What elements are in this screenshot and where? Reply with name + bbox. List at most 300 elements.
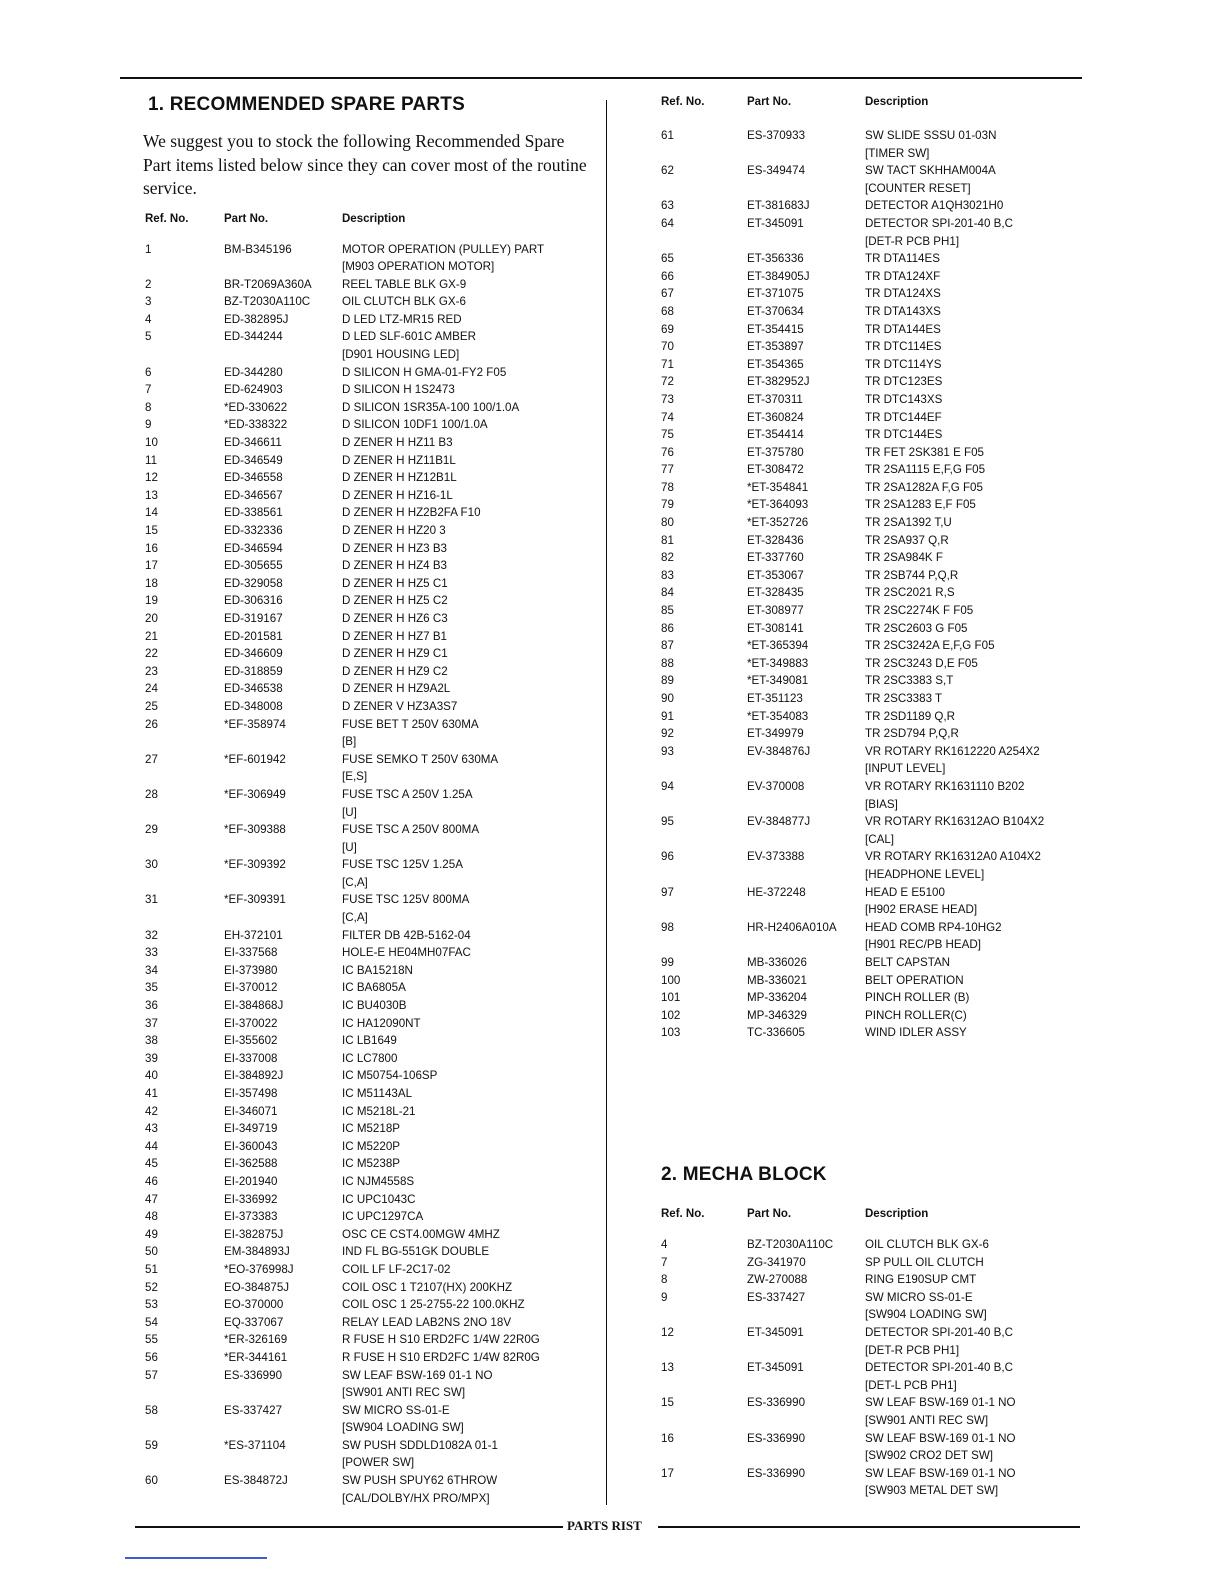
description-note: [SW901 ANTI REC SW] bbox=[342, 1386, 466, 1400]
part-no: ED-382895J bbox=[224, 312, 289, 326]
description: VR ROTARY RK1612220 A254X2 bbox=[865, 744, 1040, 758]
table-row bbox=[661, 162, 1081, 197]
table-row bbox=[661, 285, 1081, 303]
description: TR DTC143XS bbox=[865, 392, 943, 406]
part-no: *ET-349883 bbox=[747, 656, 809, 670]
ref-no: 12 bbox=[145, 471, 158, 485]
table-row bbox=[140, 399, 602, 417]
description-note: [DET-R PCB PH1] bbox=[865, 234, 960, 248]
description: BELT CAPSTAN bbox=[865, 955, 951, 969]
section-title-recommended: 1. RECOMMENDED SPARE PARTS bbox=[148, 94, 465, 115]
table-row bbox=[661, 268, 1081, 286]
header-desc: Description bbox=[342, 212, 406, 225]
part-no: EI-384868J bbox=[224, 999, 284, 1013]
ref-no: 21 bbox=[145, 629, 158, 643]
part-no: ET-308472 bbox=[747, 463, 804, 477]
description: TR 2SD1189 Q,R bbox=[865, 709, 955, 723]
ref-no: 86 bbox=[661, 621, 674, 635]
table-row bbox=[661, 708, 1081, 726]
description: TR DTC123ES bbox=[865, 375, 943, 389]
ref-no: 16 bbox=[661, 1431, 674, 1445]
description-note: [SW904 LOADING SW] bbox=[342, 1421, 464, 1435]
description: SW TACT SKHHAM004A bbox=[865, 164, 996, 178]
part-no: *ED-338322 bbox=[224, 418, 288, 432]
description: SW MICRO SS-01-E bbox=[342, 1403, 450, 1417]
description: TR DTC144ES bbox=[865, 428, 943, 442]
table-row bbox=[661, 672, 1081, 690]
ref-no: 11 bbox=[145, 453, 158, 467]
table-row bbox=[661, 1394, 1081, 1429]
ref-no: 50 bbox=[145, 1245, 158, 1259]
description: IC M51143AL bbox=[342, 1087, 413, 1100]
table-row bbox=[661, 584, 1081, 602]
part-no: ET-375780 bbox=[747, 445, 804, 459]
part-no: ET-356336 bbox=[747, 252, 804, 266]
part-no: EI-384892J bbox=[224, 1069, 284, 1083]
ref-no: 9 bbox=[145, 418, 152, 432]
ref-no: 13 bbox=[145, 488, 158, 502]
part-no: EI-346071 bbox=[224, 1104, 278, 1118]
description: D ZENER H HZ3 B3 bbox=[342, 541, 448, 555]
description: TR DTA144ES bbox=[865, 322, 941, 336]
description-note: [C,A] bbox=[342, 911, 368, 925]
part-no: *ET-354083 bbox=[747, 709, 809, 723]
description: FUSE SEMKO T 250V 630MA bbox=[342, 752, 499, 766]
part-no: EV-373388 bbox=[747, 850, 805, 864]
description-note: [INPUT LEVEL] bbox=[865, 762, 946, 776]
table-row bbox=[661, 655, 1081, 673]
ref-no: 97 bbox=[661, 885, 674, 899]
table-row bbox=[140, 1349, 602, 1367]
description: SW LEAF BSW-169 01-1 NO bbox=[865, 1466, 1016, 1480]
description-note: [SW903 METAL DET SW] bbox=[865, 1484, 999, 1498]
description: D ZENER H HZ7 B1 bbox=[342, 629, 448, 643]
description-note: [POWER SW] bbox=[342, 1456, 415, 1470]
ref-no: 27 bbox=[145, 752, 158, 766]
description: D ZENER V HZ3A3S7 bbox=[342, 699, 458, 713]
description: HOLE-E HE04MH07FAC bbox=[342, 946, 471, 960]
ref-no: 55 bbox=[145, 1333, 158, 1347]
ref-no: 16 bbox=[145, 541, 158, 555]
description: BELT OPERATION bbox=[865, 973, 964, 987]
ref-no: 57 bbox=[145, 1368, 158, 1382]
description: D ZENER H HZ11B1L bbox=[342, 453, 456, 467]
part-no: ET-381683J bbox=[747, 199, 810, 213]
ref-no: 89 bbox=[661, 674, 674, 688]
ref-no: 72 bbox=[661, 375, 674, 389]
part-no: ET-382952J bbox=[747, 375, 810, 389]
ref-no: 9 bbox=[661, 1290, 668, 1304]
ref-no: 81 bbox=[661, 533, 674, 547]
description: REEL TABLE BLK GX-9 bbox=[342, 277, 467, 291]
description: TR 2SA1283 E,F F05 bbox=[865, 498, 976, 512]
description: TR 2SC3243 D,E F05 bbox=[865, 656, 978, 670]
part-no: *EF-309392 bbox=[224, 858, 286, 872]
description-note: [BIAS] bbox=[865, 797, 898, 811]
ref-no: 8 bbox=[145, 400, 152, 414]
ref-no: 43 bbox=[145, 1122, 158, 1136]
description: FUSE TSC 125V 800MA bbox=[342, 893, 470, 907]
description: FUSE TSC A 250V 1.25A bbox=[342, 787, 473, 801]
part-no: ZG-341970 bbox=[747, 1255, 806, 1269]
part-no: ED-344280 bbox=[224, 365, 283, 379]
description: IC M50754-106SP bbox=[342, 1069, 438, 1083]
table-row bbox=[140, 891, 602, 926]
description: RING E190SUP CMT bbox=[865, 1273, 977, 1287]
column-divider bbox=[606, 100, 607, 1505]
table-row bbox=[140, 416, 602, 434]
table-row bbox=[661, 479, 1081, 497]
part-no: EV-384876J bbox=[747, 744, 811, 758]
table-row bbox=[140, 716, 602, 751]
part-no: ET-349979 bbox=[747, 727, 804, 741]
part-no: ET-354415 bbox=[747, 322, 804, 336]
description: VR ROTARY RK16312A0 A104X2 bbox=[865, 850, 1041, 864]
description: TR 2SA984K F bbox=[865, 551, 943, 565]
description: FUSE TSC 125V 1.25A bbox=[342, 858, 463, 872]
description: TR 2SA937 Q,R bbox=[865, 533, 949, 547]
part-no: ET-345091 bbox=[747, 1325, 804, 1339]
description-note: [H902 ERASE HEAD] bbox=[865, 903, 978, 917]
description: IC NJM4558S bbox=[342, 1174, 415, 1188]
ref-no: 67 bbox=[661, 287, 674, 301]
ref-no: 7 bbox=[145, 383, 152, 397]
description: D LED LTZ-MR15 RED bbox=[342, 312, 462, 326]
part-no: BR-T2069A360A bbox=[224, 277, 312, 291]
ref-no: 53 bbox=[145, 1298, 158, 1312]
ref-no: 38 bbox=[145, 1034, 158, 1048]
part-no: ED-346567 bbox=[224, 488, 283, 502]
part-no: *EF-358974 bbox=[224, 717, 286, 731]
description-note: [DET-L PCB PH1] bbox=[865, 1378, 957, 1392]
ref-no: 77 bbox=[661, 463, 674, 477]
page-footer bbox=[135, 1518, 1080, 1536]
description: R FUSE H S10 ERD2FC 1/4W 82R0G bbox=[342, 1350, 540, 1364]
ref-no: 100 bbox=[661, 973, 681, 987]
description: SW PUSH SPUY62 6THROW bbox=[342, 1474, 498, 1488]
description: FILTER DB 42B-5162-04 bbox=[342, 928, 471, 942]
part-no: *EF-601942 bbox=[224, 752, 286, 766]
description: HEAD E E5100 bbox=[865, 885, 945, 899]
part-no: EQ-337067 bbox=[224, 1315, 284, 1329]
ref-no: 3 bbox=[145, 295, 152, 309]
ref-no: 83 bbox=[661, 568, 674, 582]
part-no: ZW-270088 bbox=[747, 1273, 808, 1287]
table-row bbox=[661, 1271, 1081, 1289]
table-row bbox=[140, 1402, 602, 1437]
table-row bbox=[661, 444, 1081, 462]
ref-no: 96 bbox=[661, 850, 674, 864]
ref-no: 84 bbox=[661, 586, 674, 600]
part-no: ED-346611 bbox=[224, 436, 282, 450]
ref-no: 56 bbox=[145, 1350, 158, 1364]
description: TR DTA114ES bbox=[865, 252, 940, 266]
table-row bbox=[140, 1437, 602, 1472]
ref-no: 95 bbox=[661, 815, 674, 829]
part-no: *ET-352726 bbox=[747, 516, 809, 530]
description: IC M5220P bbox=[342, 1139, 400, 1153]
description: VR ROTARY RK1631110 B202 bbox=[865, 779, 1025, 793]
description: DETECTOR A1QH3021H0 bbox=[865, 199, 1004, 213]
description: SW LEAF BSW-169 01-1 NO bbox=[865, 1396, 1016, 1410]
part-no: ED-329058 bbox=[224, 576, 283, 590]
table-row bbox=[140, 1191, 602, 1209]
ref-no: 17 bbox=[661, 1466, 674, 1480]
table-header bbox=[661, 96, 1081, 116]
ref-no: 33 bbox=[145, 946, 158, 960]
part-no: HR-H2406A010A bbox=[747, 920, 837, 934]
parts-table-continued bbox=[661, 127, 1081, 1042]
ref-no: 12 bbox=[661, 1325, 674, 1339]
ref-no: 60 bbox=[145, 1474, 158, 1488]
ref-no: 102 bbox=[661, 1008, 681, 1022]
part-no: BZ-T2030A110C bbox=[224, 295, 311, 309]
ref-no: 28 bbox=[145, 787, 158, 801]
ref-no: 78 bbox=[661, 480, 674, 494]
right-column bbox=[661, 96, 1081, 1498]
ref-no: 20 bbox=[145, 611, 158, 625]
table-row bbox=[140, 927, 602, 945]
ref-no: 13 bbox=[661, 1361, 674, 1375]
table-row bbox=[661, 778, 1081, 813]
table-row bbox=[140, 979, 602, 997]
header-desc: Description bbox=[865, 96, 929, 108]
table-row bbox=[140, 997, 602, 1015]
part-no: MP-336204 bbox=[747, 991, 807, 1005]
table-row bbox=[140, 645, 602, 663]
table-row bbox=[661, 919, 1081, 954]
header-part: Part No. bbox=[747, 96, 792, 108]
part-no: *ET-354841 bbox=[747, 480, 809, 494]
table-row bbox=[661, 567, 1081, 585]
table-row bbox=[140, 469, 602, 487]
description: DETECTOR SPI-201-40 B,C bbox=[865, 216, 1013, 230]
table-row bbox=[661, 338, 1081, 356]
table-row bbox=[661, 549, 1081, 567]
description: D SILICON 10DF1 100/1.0A bbox=[342, 418, 488, 432]
ref-no: 99 bbox=[661, 955, 674, 969]
table-row bbox=[661, 637, 1081, 655]
part-no: BZ-T2030A110C bbox=[747, 1238, 834, 1251]
ref-no: 90 bbox=[661, 692, 674, 705]
table-row bbox=[140, 276, 602, 294]
description: RELAY LEAD LAB2NS 2NO 18V bbox=[342, 1315, 512, 1329]
description: FUSE TSC A 250V 800MA bbox=[342, 823, 480, 837]
part-no: ED-318859 bbox=[224, 664, 283, 678]
ref-no: 58 bbox=[145, 1403, 158, 1417]
ref-no: 30 bbox=[145, 858, 158, 872]
part-no: EH-372101 bbox=[224, 928, 283, 942]
ref-no: 98 bbox=[661, 920, 674, 934]
description: FUSE BET T 250V 630MA bbox=[342, 717, 479, 731]
description: D ZENER H HZ9 C2 bbox=[342, 664, 448, 678]
part-no: *ET-364093 bbox=[747, 498, 809, 512]
part-no: ES-337427 bbox=[747, 1290, 806, 1304]
ref-no: 46 bbox=[145, 1174, 158, 1188]
table-row bbox=[140, 504, 602, 522]
table-row bbox=[140, 540, 602, 558]
part-no: ET-328436 bbox=[747, 533, 804, 547]
description: TR 2SC3383 S,T bbox=[865, 674, 954, 688]
table-row bbox=[140, 1138, 602, 1156]
ref-no: 49 bbox=[145, 1227, 158, 1241]
description: R FUSE H S10 ERD2FC 1/4W 22R0G bbox=[342, 1333, 540, 1347]
part-no: EI-355602 bbox=[224, 1034, 278, 1048]
table-row bbox=[140, 1367, 602, 1402]
table-row bbox=[140, 1032, 602, 1050]
mecha-block-section bbox=[661, 1164, 1081, 1500]
description: IC M5218P bbox=[342, 1122, 400, 1136]
ref-no: 64 bbox=[661, 216, 674, 230]
ref-no: 94 bbox=[661, 779, 674, 793]
description: WIND IDLER ASSY bbox=[865, 1026, 967, 1040]
ref-no: 93 bbox=[661, 744, 674, 758]
part-no: *ER-326169 bbox=[224, 1333, 288, 1347]
description: SW LEAF BSW-169 01-1 NO bbox=[865, 1431, 1016, 1445]
ref-no: 75 bbox=[661, 428, 674, 442]
table-row bbox=[661, 514, 1081, 532]
part-no: ET-354365 bbox=[747, 357, 804, 371]
description: TR 2SA1115 E,F,G F05 bbox=[865, 463, 986, 477]
description: TR 2SB744 P,Q,R bbox=[865, 568, 959, 582]
ref-no: 8 bbox=[661, 1273, 668, 1287]
ref-no: 14 bbox=[145, 506, 158, 520]
ref-no: 103 bbox=[661, 1026, 681, 1040]
table-row bbox=[661, 496, 1081, 514]
ref-no: 73 bbox=[661, 392, 674, 406]
description: D SILICON H GMA-01-FY2 F05 bbox=[342, 365, 507, 379]
ref-no: 41 bbox=[145, 1087, 158, 1100]
description: IC LC7800 bbox=[342, 1051, 398, 1065]
part-no: ET-384905J bbox=[747, 269, 810, 283]
part-no: ET-353067 bbox=[747, 568, 804, 582]
part-no: *ER-344161 bbox=[224, 1350, 288, 1364]
table-row bbox=[140, 1314, 602, 1332]
ref-no: 74 bbox=[661, 410, 674, 424]
mecha-table bbox=[661, 1236, 1081, 1500]
footer-rule-right bbox=[658, 1526, 1080, 1528]
table-row bbox=[140, 1085, 602, 1103]
table-row bbox=[661, 373, 1081, 391]
description: PINCH ROLLER(C) bbox=[865, 1008, 967, 1022]
description: D ZENER H HZ9A2L bbox=[342, 682, 451, 696]
description: OIL CLUTCH BLK GX-6 bbox=[342, 295, 466, 309]
ref-no: 42 bbox=[145, 1104, 158, 1118]
description: TR DTA124XS bbox=[865, 287, 941, 301]
ref-no: 2 bbox=[145, 277, 152, 291]
part-no: EI-336992 bbox=[224, 1192, 278, 1206]
part-no: ET-345091 bbox=[747, 216, 804, 230]
table-row bbox=[140, 1050, 602, 1068]
table-row bbox=[661, 602, 1081, 620]
part-no: BM-B345196 bbox=[224, 242, 292, 256]
table-row bbox=[140, 311, 602, 329]
part-no: *ET-365394 bbox=[747, 639, 809, 653]
table-row bbox=[140, 856, 602, 891]
description: IC LB1649 bbox=[342, 1034, 397, 1048]
description: TR DTA124XF bbox=[865, 269, 941, 283]
table-row bbox=[661, 813, 1081, 848]
part-no: EI-373980 bbox=[224, 963, 278, 977]
ref-no: 17 bbox=[145, 559, 158, 573]
part-no: EI-382875J bbox=[224, 1227, 284, 1241]
part-no: ET-354414 bbox=[747, 428, 804, 442]
ref-no: 88 bbox=[661, 656, 674, 670]
ref-no: 68 bbox=[661, 304, 674, 318]
ref-no: 61 bbox=[661, 129, 674, 142]
table-row bbox=[661, 1254, 1081, 1272]
ref-no: 54 bbox=[145, 1315, 158, 1329]
ref-no: 70 bbox=[661, 340, 674, 354]
table-row bbox=[140, 610, 602, 628]
ref-no: 85 bbox=[661, 604, 674, 618]
header-part: Part No. bbox=[224, 212, 269, 225]
description: COIL OSC 1 T2107(HX) 200KHZ bbox=[342, 1280, 513, 1294]
description: TR DTA143XS bbox=[865, 304, 941, 318]
description: HEAD COMB RP4-10HG2 bbox=[865, 920, 1002, 934]
part-no: *EF-309391 bbox=[224, 893, 286, 907]
ref-no: 59 bbox=[145, 1438, 158, 1452]
part-no: EI-370022 bbox=[224, 1016, 278, 1030]
description: D ZENER H HZ12B1L bbox=[342, 471, 457, 485]
part-no: MB-336021 bbox=[747, 973, 807, 987]
description: OSC CE CST4.00MGW 4MHZ bbox=[342, 1227, 500, 1241]
description-note: [C,A] bbox=[342, 875, 368, 889]
table-row bbox=[140, 1173, 602, 1191]
ref-no: 36 bbox=[145, 999, 158, 1013]
part-no: ES-336990 bbox=[747, 1466, 806, 1480]
table-row bbox=[661, 321, 1081, 339]
description: D ZENER H HZ5 C2 bbox=[342, 594, 448, 608]
description: COIL LF LF-2C17-02 bbox=[342, 1262, 451, 1276]
description: TR 2SC2274K F F05 bbox=[865, 604, 974, 618]
table-row bbox=[140, 1261, 602, 1279]
description-note: [D901 HOUSING LED] bbox=[342, 348, 460, 362]
table-row bbox=[140, 1226, 602, 1244]
ref-no: 5 bbox=[145, 330, 152, 344]
footer-rule-left bbox=[135, 1526, 563, 1528]
table-row bbox=[661, 743, 1081, 778]
table-row bbox=[661, 461, 1081, 479]
ref-no: 29 bbox=[145, 823, 158, 837]
part-no: ET-308141 bbox=[747, 621, 804, 635]
table-row bbox=[140, 1120, 602, 1138]
table-row bbox=[140, 944, 602, 962]
description: D ZENER H HZ9 C1 bbox=[342, 647, 448, 661]
part-no: EI-370012 bbox=[224, 981, 278, 995]
part-no: ED-346549 bbox=[224, 453, 283, 467]
part-no: EO-370000 bbox=[224, 1298, 284, 1312]
part-no: ET-308977 bbox=[747, 604, 804, 618]
part-no: ES-370933 bbox=[747, 129, 806, 142]
table-row bbox=[140, 1243, 602, 1261]
part-no: *ET-349081 bbox=[747, 674, 809, 688]
description: TR 2SC2021 R,S bbox=[865, 586, 955, 600]
part-no: *ES-371104 bbox=[224, 1438, 286, 1452]
ref-no: 66 bbox=[661, 269, 674, 283]
part-no: ED-306316 bbox=[224, 594, 283, 608]
ref-no: 15 bbox=[661, 1396, 674, 1410]
part-no: EI-357498 bbox=[224, 1087, 278, 1100]
ref-no: 37 bbox=[145, 1016, 158, 1030]
part-no: ET-337760 bbox=[747, 551, 804, 565]
description-note: [CAL] bbox=[865, 832, 894, 846]
table-row bbox=[140, 557, 602, 575]
table-row bbox=[661, 954, 1081, 972]
header-ref: Ref. No. bbox=[145, 212, 189, 225]
description: IC HA12090NT bbox=[342, 1016, 421, 1030]
description: DETECTOR SPI-201-40 B,C bbox=[865, 1361, 1013, 1375]
